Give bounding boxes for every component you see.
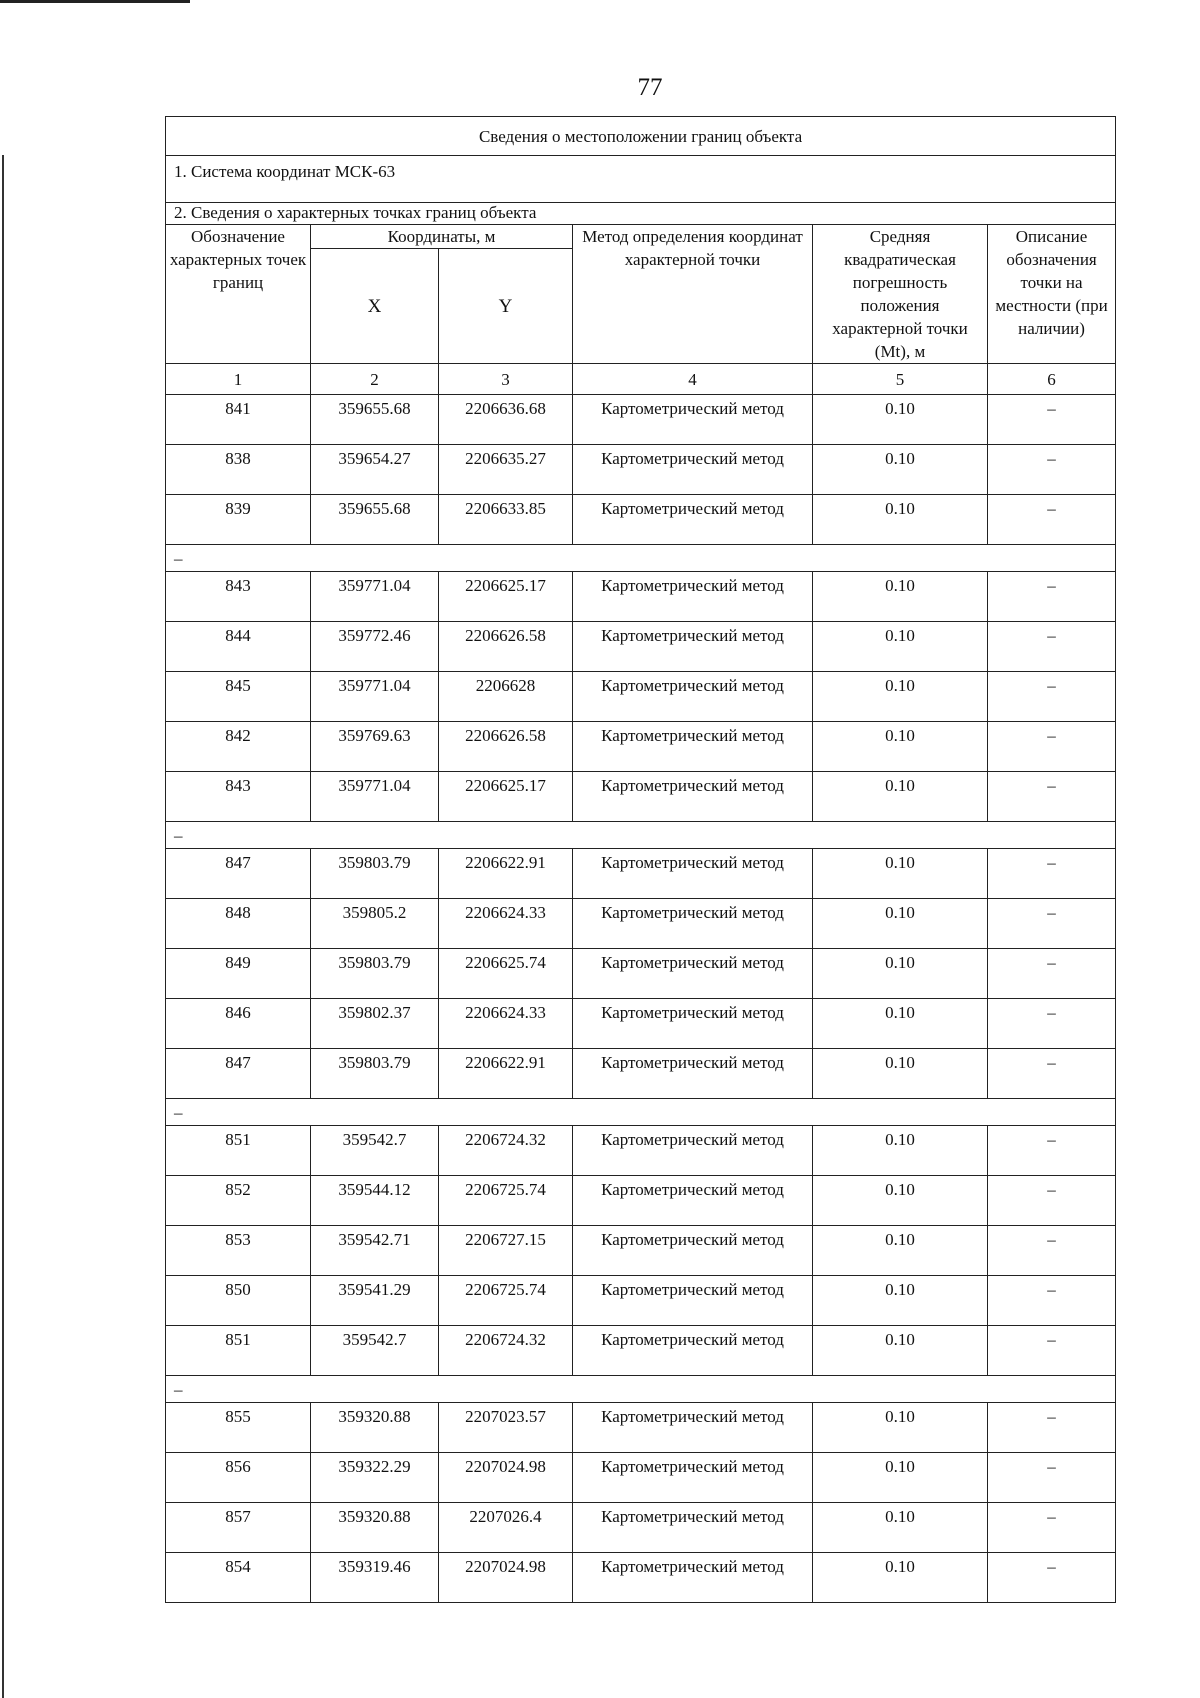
y-coord-cell: 2206622.91 xyxy=(439,1049,573,1099)
table-row xyxy=(166,1126,1116,1176)
table-row xyxy=(166,672,1116,722)
description-cell: – xyxy=(988,1453,1116,1503)
x-coord-cell: 359320.88 xyxy=(311,1403,439,1453)
column-numbers-row xyxy=(166,364,1116,395)
method-cell: Картометрический метод xyxy=(573,1049,813,1099)
y-coord-cell: 2207024.98 xyxy=(439,1453,573,1503)
description-cell: – xyxy=(988,572,1116,622)
header-coordinates: Координаты, м xyxy=(311,225,573,249)
x-coord-cell: 359769.63 xyxy=(311,722,439,772)
method-cell: Картометрический метод xyxy=(573,1176,813,1226)
error-cell: 0.10 xyxy=(813,672,988,722)
x-coord-cell: 359544.12 xyxy=(311,1176,439,1226)
table-row xyxy=(166,572,1116,622)
method-cell: Картометрический метод xyxy=(573,1403,813,1453)
x-coord-cell: 359771.04 xyxy=(311,772,439,822)
table-row xyxy=(166,1276,1116,1326)
coord-system: 1. Система координат МСК-63 xyxy=(166,156,1116,203)
table-row xyxy=(166,445,1116,495)
x-coord-cell: 359805.2 xyxy=(311,899,439,949)
x-coord-cell: 359320.88 xyxy=(311,1503,439,1553)
error-cell: 0.10 xyxy=(813,949,988,999)
table-row xyxy=(166,722,1116,772)
contour-separator-row xyxy=(166,545,1116,572)
description-cell: – xyxy=(988,1049,1116,1099)
error-cell: 0.10 xyxy=(813,1403,988,1453)
header-row xyxy=(166,225,1116,249)
description-cell: – xyxy=(988,1326,1116,1376)
description-cell: – xyxy=(988,949,1116,999)
table-row xyxy=(166,1049,1116,1099)
table-row xyxy=(166,1503,1116,1553)
y-coord-cell: 2207023.57 xyxy=(439,1403,573,1453)
method-cell: Картометрический метод xyxy=(573,949,813,999)
y-coord-cell: 2206625.17 xyxy=(439,572,573,622)
point-id-cell: 845 xyxy=(166,672,311,722)
col-number: 2 xyxy=(311,364,439,395)
table-row xyxy=(166,1326,1116,1376)
error-cell: 0.10 xyxy=(813,572,988,622)
y-coord-cell: 2206636.68 xyxy=(439,395,573,445)
point-id-cell: 847 xyxy=(166,849,311,899)
scan-top-line xyxy=(0,0,190,3)
method-cell: Картометрический метод xyxy=(573,722,813,772)
error-cell: 0.10 xyxy=(813,1049,988,1099)
method-cell: Картометрический метод xyxy=(573,672,813,722)
description-cell: – xyxy=(988,1276,1116,1326)
error-cell: 0.10 xyxy=(813,1126,988,1176)
y-coord-cell: 2207026.4 xyxy=(439,1503,573,1553)
contour-separator: – xyxy=(166,1099,1116,1126)
y-coord-cell: 2206622.91 xyxy=(439,849,573,899)
table-row xyxy=(166,395,1116,445)
description-cell: – xyxy=(988,1176,1116,1226)
table-title: Сведения о местоположении границ объекта xyxy=(166,117,1116,156)
contour-separator: – xyxy=(166,545,1116,572)
table-row xyxy=(166,1553,1116,1603)
section-title-row xyxy=(166,203,1116,225)
point-id-cell: 843 xyxy=(166,772,311,822)
error-cell: 0.10 xyxy=(813,1453,988,1503)
point-id-cell: 854 xyxy=(166,1553,311,1603)
x-coord-cell: 359542.71 xyxy=(311,1226,439,1276)
error-cell: 0.10 xyxy=(813,722,988,772)
table-row xyxy=(166,1226,1116,1276)
description-cell: – xyxy=(988,622,1116,672)
method-cell: Картометрический метод xyxy=(573,772,813,822)
description-cell: – xyxy=(988,772,1116,822)
x-coord-cell: 359803.79 xyxy=(311,949,439,999)
x-coord-cell: 359772.46 xyxy=(311,622,439,672)
y-coord-cell: 2206628 xyxy=(439,672,573,722)
x-coord-cell: 359542.7 xyxy=(311,1326,439,1376)
method-cell: Картометрический метод xyxy=(573,1276,813,1326)
table-row xyxy=(166,1453,1116,1503)
method-cell: Картометрический метод xyxy=(573,849,813,899)
point-id-cell: 850 xyxy=(166,1276,311,1326)
y-coord-cell: 2206624.33 xyxy=(439,899,573,949)
point-id-cell: 851 xyxy=(166,1326,311,1376)
table-row xyxy=(166,772,1116,822)
x-coord-cell: 359322.29 xyxy=(311,1453,439,1503)
error-cell: 0.10 xyxy=(813,395,988,445)
description-cell: – xyxy=(988,1226,1116,1276)
point-id-cell: 846 xyxy=(166,999,311,1049)
y-coord-cell: 2206624.33 xyxy=(439,999,573,1049)
error-cell: 0.10 xyxy=(813,999,988,1049)
contour-separator-row xyxy=(166,1099,1116,1126)
col-number: 6 xyxy=(988,364,1116,395)
boundary-points-table xyxy=(165,116,1116,1603)
point-id-cell: 849 xyxy=(166,949,311,999)
y-coord-cell: 2206725.74 xyxy=(439,1176,573,1226)
contour-separator-row xyxy=(166,822,1116,849)
point-id-cell: 842 xyxy=(166,722,311,772)
description-cell: – xyxy=(988,395,1116,445)
y-coord-cell: 2206724.32 xyxy=(439,1326,573,1376)
x-coord-cell: 359319.46 xyxy=(311,1553,439,1603)
y-coord-cell: 2206635.27 xyxy=(439,445,573,495)
x-coord-cell: 359771.04 xyxy=(311,572,439,622)
section-title: 2. Сведения о характерных точках границ объекта xyxy=(166,203,1116,225)
description-cell: – xyxy=(988,495,1116,545)
method-cell: Картометрический метод xyxy=(573,495,813,545)
method-cell: Картометрический метод xyxy=(573,1326,813,1376)
x-coord-cell: 359803.79 xyxy=(311,849,439,899)
x-coord-cell: 359654.27 xyxy=(311,445,439,495)
error-cell: 0.10 xyxy=(813,1226,988,1276)
header-point-id: Обозначение характерных точек границ xyxy=(166,225,311,364)
error-cell: 0.10 xyxy=(813,1503,988,1553)
header-x: X xyxy=(311,249,439,364)
method-cell: Картометрический метод xyxy=(573,899,813,949)
x-coord-cell: 359542.7 xyxy=(311,1126,439,1176)
error-cell: 0.10 xyxy=(813,445,988,495)
table-row xyxy=(166,899,1116,949)
contour-separator-row xyxy=(166,1376,1116,1403)
error-cell: 0.10 xyxy=(813,622,988,672)
point-id-cell: 857 xyxy=(166,1503,311,1553)
x-coord-cell: 359802.37 xyxy=(311,999,439,1049)
y-coord-cell: 2206725.74 xyxy=(439,1276,573,1326)
description-cell: – xyxy=(988,1403,1116,1453)
table-row xyxy=(166,949,1116,999)
page-number: 77 xyxy=(637,74,663,101)
table-row xyxy=(166,495,1116,545)
point-id-cell: 844 xyxy=(166,622,311,672)
error-cell: 0.10 xyxy=(813,495,988,545)
header-description: Описание обозначения точки на местности (при наличии) xyxy=(988,225,1116,364)
error-cell: 0.10 xyxy=(813,772,988,822)
method-cell: Картометрический метод xyxy=(573,1226,813,1276)
coord-system-row xyxy=(166,156,1116,203)
y-coord-cell: 2206625.17 xyxy=(439,772,573,822)
col-number: 5 xyxy=(813,364,988,395)
point-id-cell: 851 xyxy=(166,1126,311,1176)
contour-separator: – xyxy=(166,1376,1116,1403)
description-cell: – xyxy=(988,1553,1116,1603)
col-number: 3 xyxy=(439,364,573,395)
point-id-cell: 838 xyxy=(166,445,311,495)
method-cell: Картометрический метод xyxy=(573,572,813,622)
y-coord-cell: 2206724.32 xyxy=(439,1126,573,1176)
method-cell: Картометрический метод xyxy=(573,622,813,672)
scan-left-line xyxy=(2,155,4,1698)
x-coord-cell: 359803.79 xyxy=(311,1049,439,1099)
method-cell: Картометрический метод xyxy=(573,1503,813,1553)
x-coord-cell: 359771.04 xyxy=(311,672,439,722)
error-cell: 0.10 xyxy=(813,1276,988,1326)
point-id-cell: 839 xyxy=(166,495,311,545)
header-y: Y xyxy=(439,249,573,364)
point-id-cell: 848 xyxy=(166,899,311,949)
col-number: 1 xyxy=(166,364,311,395)
y-coord-cell: 2206727.15 xyxy=(439,1226,573,1276)
description-cell: – xyxy=(988,445,1116,495)
col-number: 4 xyxy=(573,364,813,395)
table-body xyxy=(166,117,1116,1603)
point-id-cell: 855 xyxy=(166,1403,311,1453)
method-cell: Картометрический метод xyxy=(573,1126,813,1176)
y-coord-cell: 2207024.98 xyxy=(439,1553,573,1603)
y-coord-cell: 2206626.58 xyxy=(439,722,573,772)
description-cell: – xyxy=(988,1126,1116,1176)
error-cell: 0.10 xyxy=(813,1326,988,1376)
x-coord-cell: 359655.68 xyxy=(311,395,439,445)
method-cell: Картометрический метод xyxy=(573,445,813,495)
header-error: Средняя квадратическая погрешность положения характерной точки (Mt), м xyxy=(813,225,988,364)
table-row xyxy=(166,622,1116,672)
method-cell: Картометрический метод xyxy=(573,999,813,1049)
x-coord-cell: 359541.29 xyxy=(311,1276,439,1326)
description-cell: – xyxy=(988,899,1116,949)
point-id-cell: 841 xyxy=(166,395,311,445)
description-cell: – xyxy=(988,672,1116,722)
y-coord-cell: 2206625.74 xyxy=(439,949,573,999)
table-row xyxy=(166,849,1116,899)
table-row xyxy=(166,1176,1116,1226)
error-cell: 0.10 xyxy=(813,1176,988,1226)
table-title-row xyxy=(166,117,1116,156)
error-cell: 0.10 xyxy=(813,849,988,899)
description-cell: – xyxy=(988,722,1116,772)
x-coord-cell: 359655.68 xyxy=(311,495,439,545)
method-cell: Картометрический метод xyxy=(573,1453,813,1503)
method-cell: Картометрический метод xyxy=(573,395,813,445)
error-cell: 0.10 xyxy=(813,899,988,949)
y-coord-cell: 2206633.85 xyxy=(439,495,573,545)
table-row xyxy=(166,999,1116,1049)
method-cell: Картометрический метод xyxy=(573,1553,813,1603)
point-id-cell: 847 xyxy=(166,1049,311,1099)
error-cell: 0.10 xyxy=(813,1553,988,1603)
description-cell: – xyxy=(988,849,1116,899)
contour-separator: – xyxy=(166,822,1116,849)
point-id-cell: 852 xyxy=(166,1176,311,1226)
header-method: Метод определения координат характерной точки xyxy=(573,225,813,364)
y-coord-cell: 2206626.58 xyxy=(439,622,573,672)
point-id-cell: 856 xyxy=(166,1453,311,1503)
point-id-cell: 843 xyxy=(166,572,311,622)
description-cell: – xyxy=(988,999,1116,1049)
table-row xyxy=(166,1403,1116,1453)
description-cell: – xyxy=(988,1503,1116,1553)
point-id-cell: 853 xyxy=(166,1226,311,1276)
